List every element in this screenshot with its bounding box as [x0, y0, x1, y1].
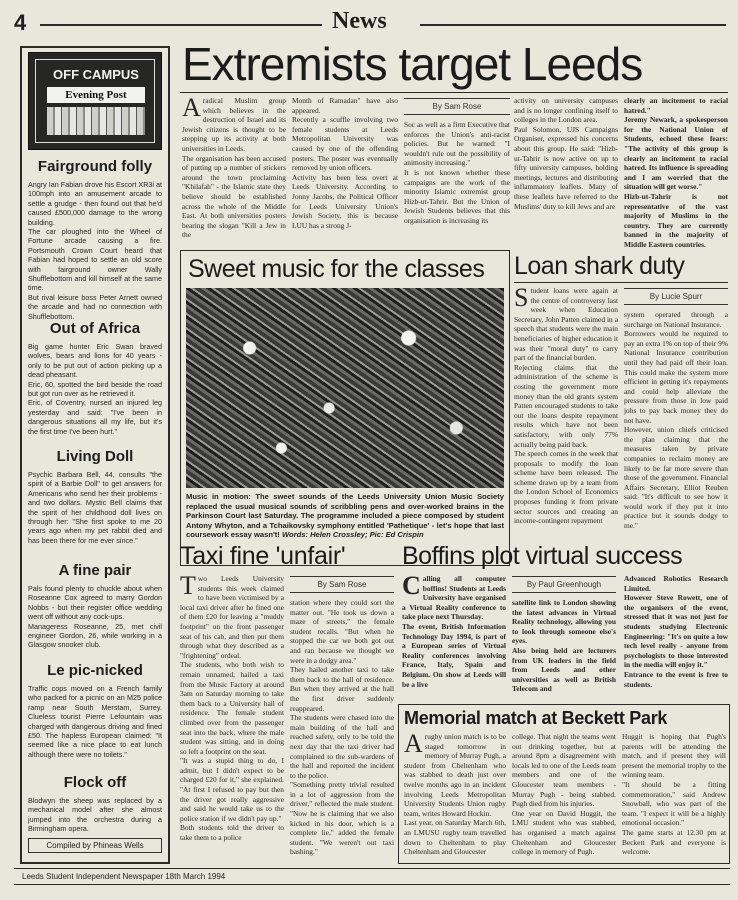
- sidebar-credit: Compiled by Phineas Wells: [28, 838, 162, 853]
- sidebar-heading-4: Le pic-nicked: [47, 662, 143, 679]
- memorial-headline: Memorial match at Beckett Park: [404, 708, 668, 728]
- lead-col-1-text: radical Muslim group which believes in the destruction of Israel and its Jewish citizens is thought to be stepping up its activity at both universities in Leeds. The organisation has been accused of putting up a number of stickers around the town proclaiming "Khilafah" - the Islamic state they believe should be established across the whole of the Middle East. At both universities posters bearing the slogan "Kill a Jew in the: [182, 96, 286, 240]
- sidebar-heading-3: A fine pair: [58, 562, 132, 579]
- boffins-col-2: satellite link to London showing the latest advances in Virtual Reality technology, allowing you to look through someone else's eyes. Also being held are lecturers from UK leaders in the field from Leeds and other universities as well as British Telecom and: [512, 598, 616, 694]
- taxi-byline: By Sam Rose: [290, 576, 394, 593]
- boffins-headline: Boffins plot virtual success: [402, 542, 683, 570]
- memorial-col-1-text: rugby union match is to be staged tomorrow in memory of Murray Pugh, a student from Cheltenham who was stabbed to death just over twelve months ago in an incident involving Leeds Metropolitan University Students Union rugby team, writes Howard Hockin. Last year, on Saturday March 6th, an LMUSU rugby team travelled down to Cheltenham to play Cheltenham and Gloucester: [404, 732, 506, 857]
- loan-dropcap: S: [514, 283, 529, 312]
- page-number: 4: [14, 10, 27, 35]
- lead-col-2: Month of Ramadan" have also appeared. Recently a scuffle involving two female students at Leeds Metropolitan University was caused by one of the offending posters. The poster was eventually removed by union officers. Activity has been less overt at Leeds University. According to Jonny Jacobs, the Political Officer for Leeds University Union's Jewish Society, this is because LUU has a strong J-: [292, 96, 398, 230]
- lead-dropcap: A: [182, 93, 201, 122]
- section-title: News: [332, 8, 387, 34]
- memorial-dropcap: A: [404, 729, 423, 758]
- sidebar-text-4: Traffic cops moved on a French family who packed for a picnic on an M25 police ramp near South Merstam, Surrey. Clueless tourist Pierre Lefountain was charged with dangerous driving and fined £50. The hapless European claimed: "It seemed like a nice place to eat lunch although there were no toilets.": [28, 684, 162, 759]
- boffins-dropcap: C: [402, 571, 421, 600]
- sidebar-heading-0: Fairground folly: [37, 158, 153, 175]
- taxi-col-2: station where they could sort the matter out. "He took us down a maze of streets," the female student recalls. "But when he stopped the car we both got out and ran because we thought we were in a dodgy area." They hailed another taxi to take them back to the hall of residence. But when they arrived at the hall the first driver suddenly reappeared. The students were chased into the main building of the hall and reached safety, only to be told the next day that the taxi driver had complained to the sub-wardens of the hall and reported the incident to the police. "Something pretty trivial resulted in a lot of aggression from the driver," reflected the male student. "Now he is claiming that we also kicked in his door, which is a complete lie," added the female student. "We weren't out taxi bashing.": [290, 598, 394, 857]
- loan-col-1: [514, 283, 618, 566]
- badge-title: OFF CAMPUS: [53, 67, 139, 82]
- boffins-col-1: [402, 571, 506, 710]
- lead-rule: [180, 92, 728, 93]
- boffins-byline: By Paul Greenhough: [512, 576, 616, 593]
- off-campus-badge: [28, 52, 162, 150]
- memorial-col-3: Huggit is hoping that Pugh's parents will be attending the match, and if present they will present the memorial trophy to the winning team. "It should be a fitting commemoration," said Andrew Snowball, who was part of the team. "I expect it will be a highly emotional occasion." The game starts at 12.30 pm at Beckett Park and everyone is welcome.: [622, 732, 726, 857]
- sidebar-text-5: Blodwyn the sheep was replaced by a mechanical model after she almost jumped into the orchestra during a Birmingham opera.: [28, 796, 162, 834]
- header-rule-left: [40, 24, 322, 26]
- footer-rule-bottom: [14, 884, 730, 885]
- sidebar-text-3: Pals found plenty to chuckle about when Roseanne Cox agreed to marry Gordon Nobbs - but their register office wedding went off without any cock-ups. Manageress Roseanne, 25, met civil engineer Gordon, 26, while working in a Glasgow snooker club.: [28, 584, 162, 650]
- loan-col-1-text: tudent loans were again at the centre of controversy last week when Education Secretary, John Patten claimed in a speech that students were the main beneficiaries of higher education it was their "moral duty" to carry part of the financial burden. Rejecting claims that the administration of the scheme is costing the government more money than the old grants system Patten encouraged students to take out the loans despite repayment results which have not been satisfactory, with only 77% actually being paid back. The speech comes in the week that proposals to modify the loan scheme have been released. The scheme drawn up by a team from the London School of Economics proposes funding it from private sector sources and creating an income-contingent repayment: [514, 286, 618, 526]
- lead-headline: Extremists target Leeds: [182, 38, 643, 90]
- photo-credit: Words: Helen Crossley; Pic: Ed Crispin: [281, 530, 424, 540]
- newspaper-photo: [47, 107, 145, 135]
- taxi-headline: Taxi fine 'unfair': [180, 542, 346, 570]
- header-rule-right: [420, 24, 726, 26]
- taxi-dropcap: T: [180, 571, 196, 600]
- lead-byline: By Sam Rose: [404, 98, 510, 115]
- sidebar-text-2: Psychic Barbara Bell, 44, consults "the spirit of a Barbie Doll" to get answers for Americans who send her their problems - and two dollars. Mystic Bell claims that the spirit of her childhood doll lives on through her: "She first spoke to me 20 years ago when my pet rabbit died and has been there for me ever since.": [28, 470, 162, 545]
- loan-headline: Loan shark duty: [514, 252, 685, 280]
- sidebar-heading-2: Living Doll: [56, 448, 134, 465]
- photo-caption-text: Music in motion: The sweet sounds of the Leeds University Union Music Society replaced the usual musical sounds of scribbling pens and over-worked brains in the Parkinson Court last Saturday. The programme included a piece composed by student Antony Whyton, and a Tchaikovsky symphony entitled 'Pathetique' - let's hope that last coursework essay wasn't!: [186, 492, 504, 540]
- lead-col-5: clearly an incitement to racial hatred." Jeremy Newark, a spokesperson for the National Union of Students, echoed these fears: "The activity of this group is clearly an incitement to racial hatred. Its influence is spreading and I am worried that the situation will get worse." Hizb-ut-Tahrir is not representative of the vast majority of Muslims in the country. They are currently banned in the majority of Middle Eastern countries.: [624, 96, 728, 249]
- lead-col-1: [182, 93, 286, 246]
- boffins-col-1-text: alling all computer boffins! Students at Leeds University have organised a Virtual Reality conference to take place next Thursday. The event, British Information Technology Day 1994, is part of a European series of Virtual Reality conferences involving France, Italy, Spain and Belgium. On show at Leeds will be a live: [402, 574, 506, 689]
- sidebar-heading-1: Out of Africa: [49, 320, 141, 337]
- memorial-col-2: college. That night the teams went out drinking together, but at around 8pm a disagreement with locals led to one of the Leeds team members and one of the Gloucester team members - Murray Pugh - being stabbed. Pugh died from his injuries. One year on David Huggit, the LMU student who was stabbed, has organised a match against Cheltenham and Gloucester college in memory of Pugh.: [512, 732, 616, 857]
- loan-col-2: system operated through a surcharge on National Insurance. Borrowers would be required to pay an extra 1% on top of their 9% National Insurance contribution until they had paid off their loan. This could make the system more efficient in getting it's repayments and could help alleviate the pressure from those in low paid jobs to pay back money they do not have. However, union chiefs criticised the plan claiming that the measures taken by private companies to reclaim money are likely to be far more severe than those of the government. Financial Affairs Secretary, Elliot Reuben said: "It's difficult to see how it would work if they put it into practice but it sounds dodgy to me.": [624, 310, 728, 531]
- sidebar-heading-5: Flock off: [63, 774, 127, 791]
- memorial-col-1: [404, 729, 506, 860]
- loan-rule: [514, 282, 728, 283]
- sidebar-text-0: Angry Ian Fabian drove his Escort XR3i at 100mph into an amusement arcade to settle a grudge - then found out that he'd caused £500,000 damage to the wrong building. The car ploughed into the Wheel of Fortune arcade causing a fire. Portsmouth Crown Court heard that Fabian had hoped to settle an old score with fairground owner Wally Shufflebottom and kill himself at the same time. But rival leisure boss Peter Arnett owned the arcade and had no connection with Shufflebottom.: [28, 180, 162, 321]
- concert-photo: [186, 288, 504, 488]
- lead-col-4: activity on university campuses and is no longer confining itself to colleges in the London area. Paul Solomon, UJS Campaigns Organiser, expressed his concerns about this group. He said: "Hizb-ut-Tahrir is now active on up to fifty university campuses, holding meetings, lectures and distributing inflammatory leaflets. Many of these leaflets have referred to the Muslims' duty to kill Jews and are: [514, 96, 618, 211]
- off-campus-sidebar: [20, 46, 170, 864]
- photo-story-headline: Sweet music for the classes: [188, 255, 485, 283]
- lead-col-3: Soc as well as a firm Executive that enforces the Union's anti-racist policies. But he warned: "I wouldn't rule out the possibility of animosity increasing." It is not known whether these campaigns are the work of the minority Islamic extremist group Hizb-ut-Tahrir. But the Union of Jewish Students believes that this organisation is increasing its: [404, 120, 510, 225]
- evening-post-logo: Evening Post: [47, 87, 145, 103]
- footer-text: Leeds Student Independent Newspaper 18th March 1994: [22, 872, 226, 881]
- loan-byline: By Lucie Spurr: [624, 288, 728, 305]
- taxi-col-1: [180, 571, 284, 860]
- boffins-col-3: Advanced Robotics Research Limited. However Steve Rowett, one of the organisers of the event, stressed that it was not just for students studying Electronic Engineering: "It's on quite a low tech level really - anyone from psychologists to those interested in the media will enjoy it." Entrance to the event is free to students.: [624, 574, 728, 689]
- sidebar-text-1: Big game hunter Eric Swan braved wolves, bears and lions for 40 years - only to be put out of action picking up a dead pheasant. Eric, 60, spotted the bird beside the road but got run over as he retrieved it. Eric, of Coventry, nursed an injured leg yesterday and said: "I've been in dangerous situations all my life, but it's the first time I've been hurt.": [28, 342, 162, 436]
- taxi-col-1-text: wo Leeds University students this week claimed to have been victimised by a local taxi driver after he fined one of them £20 for leaving a "muddy footprint" on the front passenger seat of his cab, and then put them through what they described as a "frightening" ordeal. The students, who both wish to remain unnamed, hailed a taxi from the Music Factory at around 3am on Saturday morning to take them back to a University hall of residence. The female student climbed over from the passenger seat into the back, where the male student was sitting, and in doing so left a footprint on the seat. "It was a stupid thing to do, I admit, but I didn't expect to be charged £20 for it," she explained. "At first I refused to pay but then the driver got really aggressive and said he would take us to the police station if we didn't pay up." Both students told the driver to take them to a police: [180, 574, 284, 843]
- footer-rule-top: [14, 868, 730, 869]
